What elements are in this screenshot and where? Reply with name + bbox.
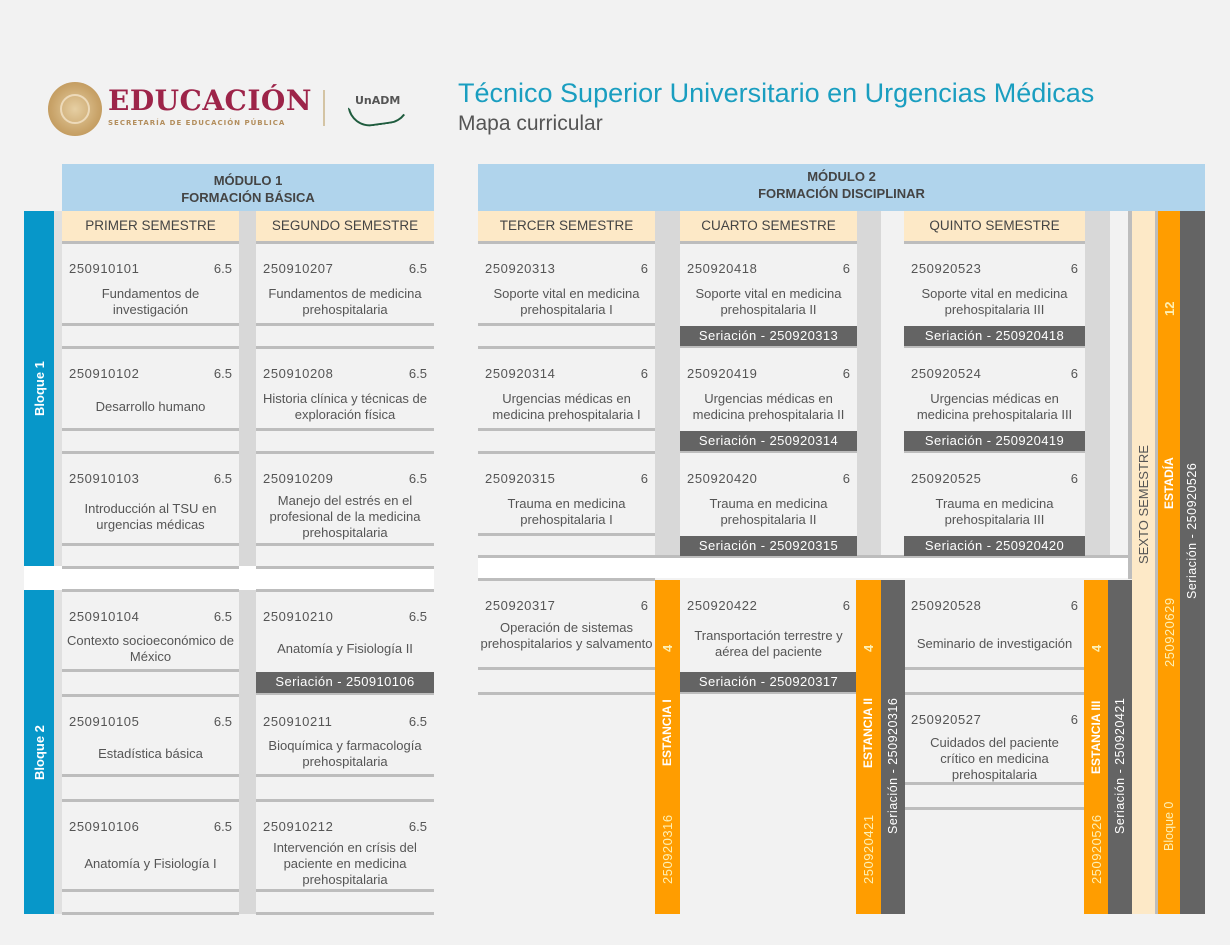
course-code: 250920523 (911, 261, 982, 276)
estadia-bar[interactable] (1158, 211, 1180, 914)
course-name: Introducción al TSU en urgencias médicas (84, 501, 217, 532)
estadia-seriation: Seriación - 250920526 (1185, 462, 1199, 599)
unadm-logo: UnADM (355, 94, 401, 107)
module-1-subtitle: FORMACIÓN BÁSICA (181, 190, 315, 205)
course-name: Trauma en medicina prehospitalaria III (935, 496, 1054, 527)
estancia-2-bar[interactable] (856, 580, 881, 914)
semester-5-header: QUINTO SEMESTRE (904, 211, 1085, 244)
estadia-seriation-bar (1180, 211, 1205, 914)
row-divider (256, 912, 434, 915)
course-credits: 6.5 (408, 471, 427, 486)
course-code: 250920419 (687, 366, 758, 381)
course-code: 250910211 (263, 714, 333, 729)
estancia-1-bar[interactable] (655, 580, 680, 914)
estancia-2-label: ESTANCIA II (861, 697, 875, 768)
column-gutter (655, 211, 680, 556)
course-code: 250910208 (263, 366, 334, 381)
course-credits: 6 (640, 366, 648, 381)
course-name: Bioquímica y farmacología prehospitalaria (268, 738, 422, 769)
course-credits: 6 (1070, 261, 1078, 276)
block-separator-right (478, 558, 1128, 578)
sep-logo-title: EDUCACIÓN (108, 84, 312, 117)
semester-4-header: CUARTO SEMESTRE (680, 211, 857, 244)
course-card[interactable] (904, 349, 1085, 431)
course-code: 250910207 (263, 261, 334, 276)
course-card[interactable] (680, 454, 857, 536)
logo-divider (323, 90, 325, 126)
course-code: 250910102 (69, 366, 140, 381)
bloque-2-label: Bloque 2 (32, 725, 47, 780)
estancia-1-label: ESTANCIA I (660, 699, 674, 766)
seriation-badge: Seriación - 250920314 (680, 431, 857, 453)
course-code: 250920422 (687, 598, 758, 613)
row-divider (62, 912, 239, 915)
course-name: Cuidados del paciente crítico en medicina prehospitalaria (930, 735, 1059, 782)
course-credits: 6 (842, 598, 850, 613)
sep-seal-ring (60, 94, 90, 124)
course-credits: 6.5 (408, 609, 427, 624)
course-card[interactable] (62, 349, 239, 431)
course-credits: 6.5 (213, 714, 232, 729)
course-credits: 6 (640, 261, 648, 276)
bloque-1-edge (54, 211, 62, 566)
column-gutter (239, 211, 256, 566)
course-card[interactable] (478, 244, 655, 326)
estancia-2-code: 250920421 (861, 814, 876, 884)
row-divider (256, 566, 434, 569)
course-card[interactable] (256, 244, 434, 326)
module-2-header (478, 164, 1205, 211)
course-name: Soporte vital en medicina prehospitalaria II (695, 286, 842, 317)
row-divider (478, 692, 655, 695)
course-card[interactable] (62, 592, 239, 672)
course-code: 250920313 (485, 261, 556, 276)
column-gutter (1085, 211, 1110, 556)
semester-6-label: SEXTO SEMESTRE (1136, 445, 1151, 564)
course-code: 250920527 (911, 712, 982, 727)
sep-logo-subtitle: SECRETARÍA DE EDUCACIÓN PÚBLICA (108, 119, 286, 127)
course-credits: 6 (1070, 712, 1078, 727)
module-2-subtitle: FORMACIÓN DISCIPLINAR (758, 186, 925, 201)
course-card[interactable] (256, 349, 434, 431)
course-credits: 6.5 (408, 819, 427, 834)
course-credits: 6.5 (213, 471, 232, 486)
course-card[interactable] (62, 697, 239, 777)
bloque-1-label: Bloque 1 (32, 361, 47, 416)
semester-2-header: SEGUNDO SEMESTRE (256, 211, 434, 244)
course-code: 250920315 (485, 471, 556, 486)
semester-3-header: TERCER SEMESTRE (478, 211, 655, 244)
course-name: Trauma en medicina prehospitalaria I (507, 496, 626, 527)
course-code: 250910103 (69, 471, 140, 486)
course-credits: 6 (1070, 598, 1078, 613)
course-name: Urgencias médicas en medicina prehospitalaria I (492, 391, 641, 422)
course-card[interactable] (62, 244, 239, 326)
estancia-3-seriation: Seriación - 250920421 (1113, 697, 1127, 834)
seriation-badge: Seriación - 250920420 (904, 536, 1085, 556)
course-credits: 6 (842, 366, 850, 381)
course-credits: 6.5 (408, 714, 427, 729)
seriation-badge: Seriación - 250920418 (904, 326, 1085, 348)
course-card[interactable] (680, 581, 857, 670)
course-credits: 6.5 (213, 609, 232, 624)
course-name: Fundamentos de medicina prehospitalaria (268, 286, 422, 317)
course-name: Contexto socioeconómico de México (67, 633, 234, 664)
course-card[interactable] (256, 697, 434, 777)
course-credits: 6 (640, 598, 648, 613)
course-card[interactable] (62, 454, 239, 546)
course-credits: 6 (1070, 471, 1078, 486)
course-name: Transportación terrestre y aérea del paciente (694, 628, 843, 659)
course-name: Anatomía y Fisiología II (277, 641, 413, 656)
estancia-3-seriation-bar (1108, 580, 1132, 914)
course-code: 250910101 (69, 261, 140, 276)
column-gutter (857, 211, 881, 556)
semester-1-header: PRIMER SEMESTRE (62, 211, 239, 244)
course-card[interactable] (256, 592, 434, 672)
estancia-3-credits: 4 (1089, 644, 1104, 652)
course-name: Desarrollo humano (95, 399, 206, 414)
course-card[interactable] (62, 802, 239, 892)
course-name: Fundamentos de investigación (101, 286, 200, 317)
course-credits: 6 (842, 261, 850, 276)
course-name: Urgencias médicas en medicina prehospitalaria II (692, 391, 845, 422)
module-2-title: MÓDULO 2 (807, 169, 876, 184)
course-code: 250910106 (69, 819, 140, 834)
course-credits: 6.5 (408, 261, 427, 276)
course-name: Historia clínica y técnicas de exploración física (262, 391, 427, 422)
course-code: 250920317 (485, 598, 556, 613)
seriation-badge: Seriación - 250920315 (680, 536, 857, 556)
estancia-1-code: 250920316 (660, 814, 675, 884)
course-name: Urgencias médicas en medicina prehospitalaria III (916, 391, 1073, 422)
course-code: 250920418 (687, 261, 758, 276)
course-card[interactable] (680, 349, 857, 431)
page-subtitle: Mapa curricular (458, 112, 603, 135)
bloque-2-bar (24, 590, 54, 914)
course-card[interactable] (904, 695, 1085, 785)
seriation-badge: Seriación - 250920419 (904, 431, 1085, 453)
course-card[interactable] (478, 349, 655, 431)
course-name: Manejo del estrés en el profesional de la medicina prehospitalaria (269, 493, 421, 540)
row-divider (904, 807, 1085, 810)
course-name: Estadística básica (98, 746, 203, 761)
course-credits: 6 (842, 471, 850, 486)
course-card[interactable] (680, 244, 857, 326)
seriation-badge: Seriación - 250920317 (680, 672, 857, 694)
module-1-header (62, 164, 434, 211)
course-name: Soporte vital en medicina prehospitalaria I (493, 286, 640, 317)
course-code: 250920420 (687, 471, 758, 486)
page-title: Técnico Superior Universitario en Urgencias Médicas (458, 78, 1095, 108)
course-code: 250910212 (263, 819, 334, 834)
course-code: 250920314 (485, 366, 556, 381)
block-separator-left (24, 566, 434, 590)
course-name: Trauma en medicina prehospitalaria II (709, 496, 828, 527)
estancia-2-seriation-bar (881, 580, 905, 914)
course-code: 250910210 (263, 609, 334, 624)
course-credits: 6 (1070, 366, 1078, 381)
course-card[interactable] (478, 581, 655, 670)
bloque-2-edge (54, 590, 62, 914)
course-card[interactable] (256, 454, 434, 546)
module-1-title: MÓDULO 1 (213, 173, 283, 188)
estancia-1-credits: 4 (660, 644, 675, 652)
course-name: Seminario de investigación (916, 636, 1073, 651)
course-card[interactable] (478, 454, 655, 536)
estancia-3-label: ESTANCIA III (1089, 700, 1103, 774)
course-credits: 6.5 (213, 366, 232, 381)
column-gutter (239, 590, 256, 914)
row-divider (62, 566, 239, 569)
course-code: 250910209 (263, 471, 334, 486)
bloque-1-bar (24, 211, 54, 566)
bloque-0-label: Bloque 0 (1162, 801, 1176, 851)
estadia-code: 250920629 (1162, 597, 1177, 667)
course-card[interactable] (904, 244, 1085, 326)
course-code: 250920524 (911, 366, 982, 381)
course-name: Operación de sistemas prehospitalarios y salvamento (480, 620, 653, 651)
course-name: Anatomía y Fisiología I (84, 856, 217, 871)
estancia-3-code: 250920526 (1089, 814, 1104, 884)
course-code: 250920528 (911, 598, 982, 613)
course-name: Soporte vital en medicina prehospitalaria III (921, 286, 1068, 317)
course-card[interactable] (904, 454, 1085, 536)
seriation-badge: Seriación - 250920313 (680, 326, 857, 348)
course-card[interactable] (256, 802, 434, 892)
estadia-credits: 12 (1162, 301, 1177, 316)
course-code: 250910105 (69, 714, 140, 729)
course-code: 250920525 (911, 471, 982, 486)
semester-6-header (1132, 211, 1155, 914)
course-card[interactable] (904, 581, 1085, 670)
seriation-badge: Seriación - 250910106 (256, 672, 434, 695)
estancia-3-bar[interactable] (1084, 580, 1108, 914)
course-credits: 6.5 (408, 366, 427, 381)
course-credits: 6 (640, 471, 648, 486)
estancia-2-credits: 4 (861, 644, 876, 652)
estadia-label: ESTADÍA (1162, 457, 1176, 509)
course-name: Intervención en crísis del paciente en medicina prehospitalaria (273, 840, 417, 887)
estancia-2-seriation: Seriación - 250920316 (886, 697, 900, 834)
course-credits: 6.5 (213, 261, 232, 276)
course-code: 250910104 (69, 609, 140, 624)
course-credits: 6.5 (213, 819, 232, 834)
